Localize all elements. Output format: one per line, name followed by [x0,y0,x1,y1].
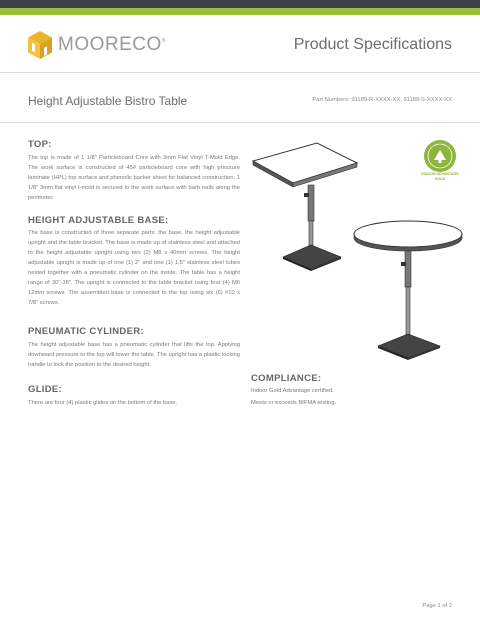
square-bistro-table-illustration [245,133,365,273]
glide-heading: GLIDE: [28,384,62,395]
brand-name: MOORECO [58,34,162,55]
round-bistro-table-illustration [350,218,470,368]
base-heading: HEIGHT ADJUSTABLE BASE: [28,215,169,226]
cube-logo-icon [27,30,53,60]
page-title: Product Specifications [293,36,452,53]
cylinder-heading: PNEUMATIC CYLINDER: [28,326,144,337]
compliance-heading: COMPLIANCE: [251,373,322,384]
top-heading: TOP: [28,139,52,150]
top-text: The top is made of 1 1/8" Particleboard Core with 3mm Flat Vinyl T-Mold Edge. The work surface is constructed of 45# particleboard core with high pressure laminate (HPL) top surface and phenolic backer sheet for balanced construction. 1 1/8" 3mm flat vinyl t-mold is secured to the work surface with barb nails along the perimeter. [28,155,240,201]
header-divider [0,72,480,73]
base-text: The base is constructed of three separate parts: the base, the height adjustable upright and the table bracket. The base is made up of stainless steel and attached to the height adjustable upright using two (2) M8 x 40mm screws. The height adjustable upright is made up of one (1) 2" and one (1) 1.5" stainless steel tubes nested together with a pneumatic cylinder on the inside. The table has a height range of 30"-38". The upright is connected to the table bracket using four (4) M6 12mm screws. The assembled base is connected to the top using six (6) #10 x 7/8" screws. [28,230,240,306]
page-number: Page 1 of 2 [422,603,452,609]
product-name: Height Adjustable Bistro Table [28,94,188,108]
badge-caption: INDOOR ADVANTAGE GOLD [421,172,459,181]
cylinder-text: The height adjustable base has a pneumatic cylinder that lifts the top. Applying downward pressure to the top will lower the table. The upright has a plastic locking handle to lock the position to the desired height. [28,342,240,368]
compliance-line-1: Indoor Gold Advantage certified. [251,388,334,394]
compliance-line-2: Meets or exceeds BIFMA testing. [251,400,337,406]
top-green-bar [0,8,480,15]
trademark: ® [161,38,166,44]
title-divider [0,122,480,123]
glide-text: There are four (4) plastic glides on the bottom of the base. [28,400,178,406]
part-numbers: Part Numbers: 91189-R-XXXX-XX, 91189-S-XXXX-XX [312,97,452,103]
mooreco-logo [27,30,165,60]
top-dark-bar [0,0,480,8]
